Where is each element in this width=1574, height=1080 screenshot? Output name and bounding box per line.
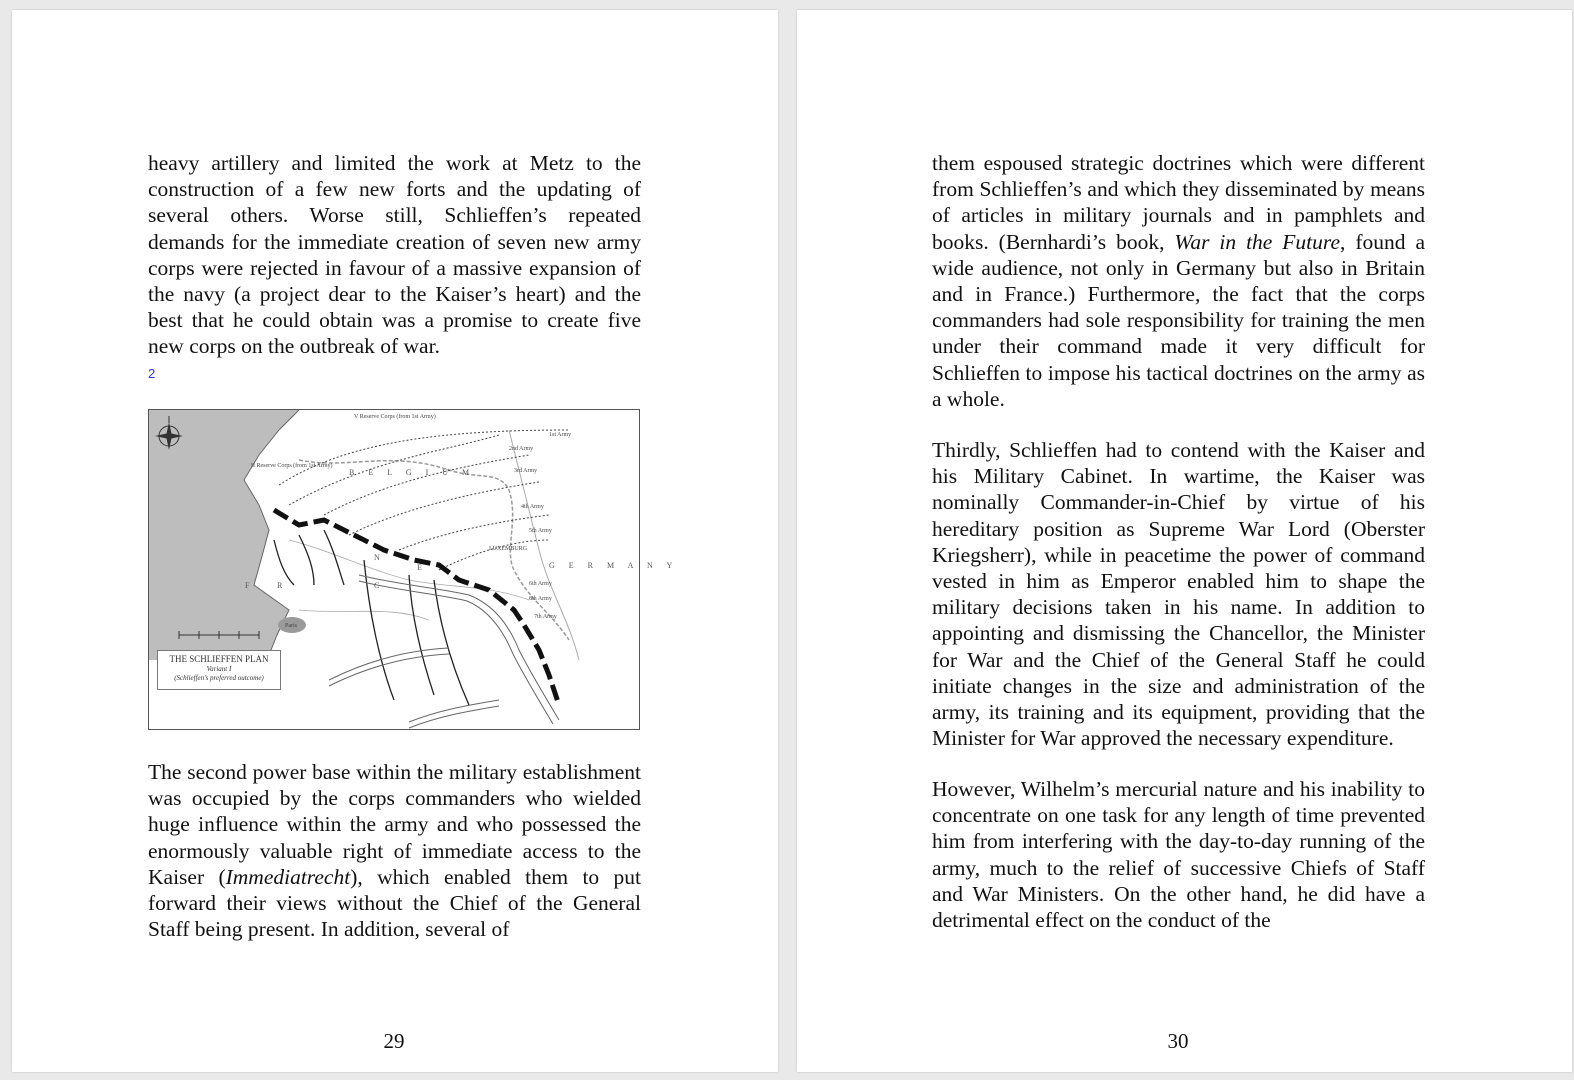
page-number-right: 30 (1167, 1029, 1189, 1053)
left-paragraph-1: heavy artillery and limited the work at Metz to the construction of a few new forts and the updating of several others. Worse still, Schlieffen’s repeated demands for the immediate creation of seven new army corps were rejected in favour of a massive expansion of the navy (a project dear to the Kaiser’s heart) and the best that he could obtain was a promise to create five new corps on the outbreak of war. (148, 151, 641, 359)
left-paragraph-2-end: ), which enabled them to put forward their views without the Chief of the General Staff being present. In addition, several of (148, 864, 641, 942)
left-page (12, 10, 778, 1072)
map-label-7th-army: 7th Army (534, 614, 557, 620)
map-label-1st-army: 1st Army (549, 432, 572, 438)
map-label-8th-army: 8th Army (529, 596, 552, 602)
map-country-france-n: N (374, 553, 386, 562)
right-page (797, 10, 1572, 1072)
right-paragraph-1-start: them espoused strategic doctrines which were different from Schlieffen’s and which they disseminated by means of articles in military journals and in pamphlets and books. (Bernhardi’s book, (932, 151, 1425, 254)
footnote-link[interactable]: 2 (148, 366, 156, 381)
left-paragraph-2 (148, 759, 641, 942)
map-label-v-reserve: V Reserve Corps (from 1st Army) (354, 414, 436, 420)
schlieffen-plan-map (148, 409, 679, 730)
left-paragraph-2-start: The second power base within the military establishment was occupied by the corps commanders who wielded huge influence within the army and who possessed the enormously valuable right of immediate access to the Kaiser ( (148, 760, 641, 889)
map-label-3rd-army: 3rd Army (514, 468, 538, 474)
map-label-4th-army: 4th Army (521, 504, 544, 510)
immediatrecht-term: Immediatrecht (225, 864, 351, 889)
map-country-france-c: C (374, 581, 386, 590)
map-caption: (Schlieffen’s preferred outcome) (174, 674, 264, 682)
right-paragraph-2: Thirdly, Schlieffen had to contend with the Kaiser and his Military Cabinet. In wartime, the Kaiser was nominally Commander-in-Chief by virtue of his hereditary position as Supreme War Lord (Oberster Kriegsherr), while in peacetime the power of command vested in him as Emperor enabled him to shape the military decisions taken in his name. In addition to appointing and dismissing the Chancellor, the Minister for War and the Chief of the General Staff he could initiate changes in the size and administration of the army, its training and its equipment, providing that the Minister for War approved the necessary expenditure. (932, 438, 1425, 751)
map-label-5th-army: 5th Army (529, 528, 552, 534)
map-label-ii-reserve: II Reserve Corps (from 1st Army) (251, 463, 333, 469)
right-paragraph-3: However, Wilhelm’s mercurial nature and his inability to concentrate on one task for any length of time prevented him from interfering with the day-to-day running of the army, much to the relief of successive Chiefs of Staff and War Ministers. On the other hand, he did have a detrimental effect on the conduct of the (932, 777, 1425, 933)
map-title: THE SCHLIEFFEN PLAN (169, 654, 269, 664)
right-paragraph-1 (932, 150, 1425, 412)
right-paragraph-1-end: , found a wide audience, not only in Germany but also in Britain and in France.) Furthermore, the fact that the corps commanders had sole responsibility for training the men under their command made it very difficult for Schlieffen to impose his tactical doctrines on the army as a whole. (932, 229, 1425, 411)
map-label-luxemburg: LUXEMBURG (489, 546, 528, 552)
map-country-france-e: E (417, 563, 428, 572)
map-country-germany: G E R M A N Y (549, 561, 679, 570)
map-country-belgium: B E L G I U M (349, 468, 476, 477)
map-label-paris: Paris (285, 623, 297, 629)
map-variant: Variant I (206, 665, 232, 673)
map-label-6th-army: 6th Army (529, 581, 552, 587)
map-label-2nd-army: 2nd Army (509, 446, 534, 452)
map-country-france-r: R (277, 581, 289, 590)
book-title: War in the Future (1174, 229, 1341, 254)
map-title-box (157, 650, 281, 690)
page-number-left: 29 (383, 1029, 405, 1053)
map-country-france-f: F (245, 581, 256, 590)
